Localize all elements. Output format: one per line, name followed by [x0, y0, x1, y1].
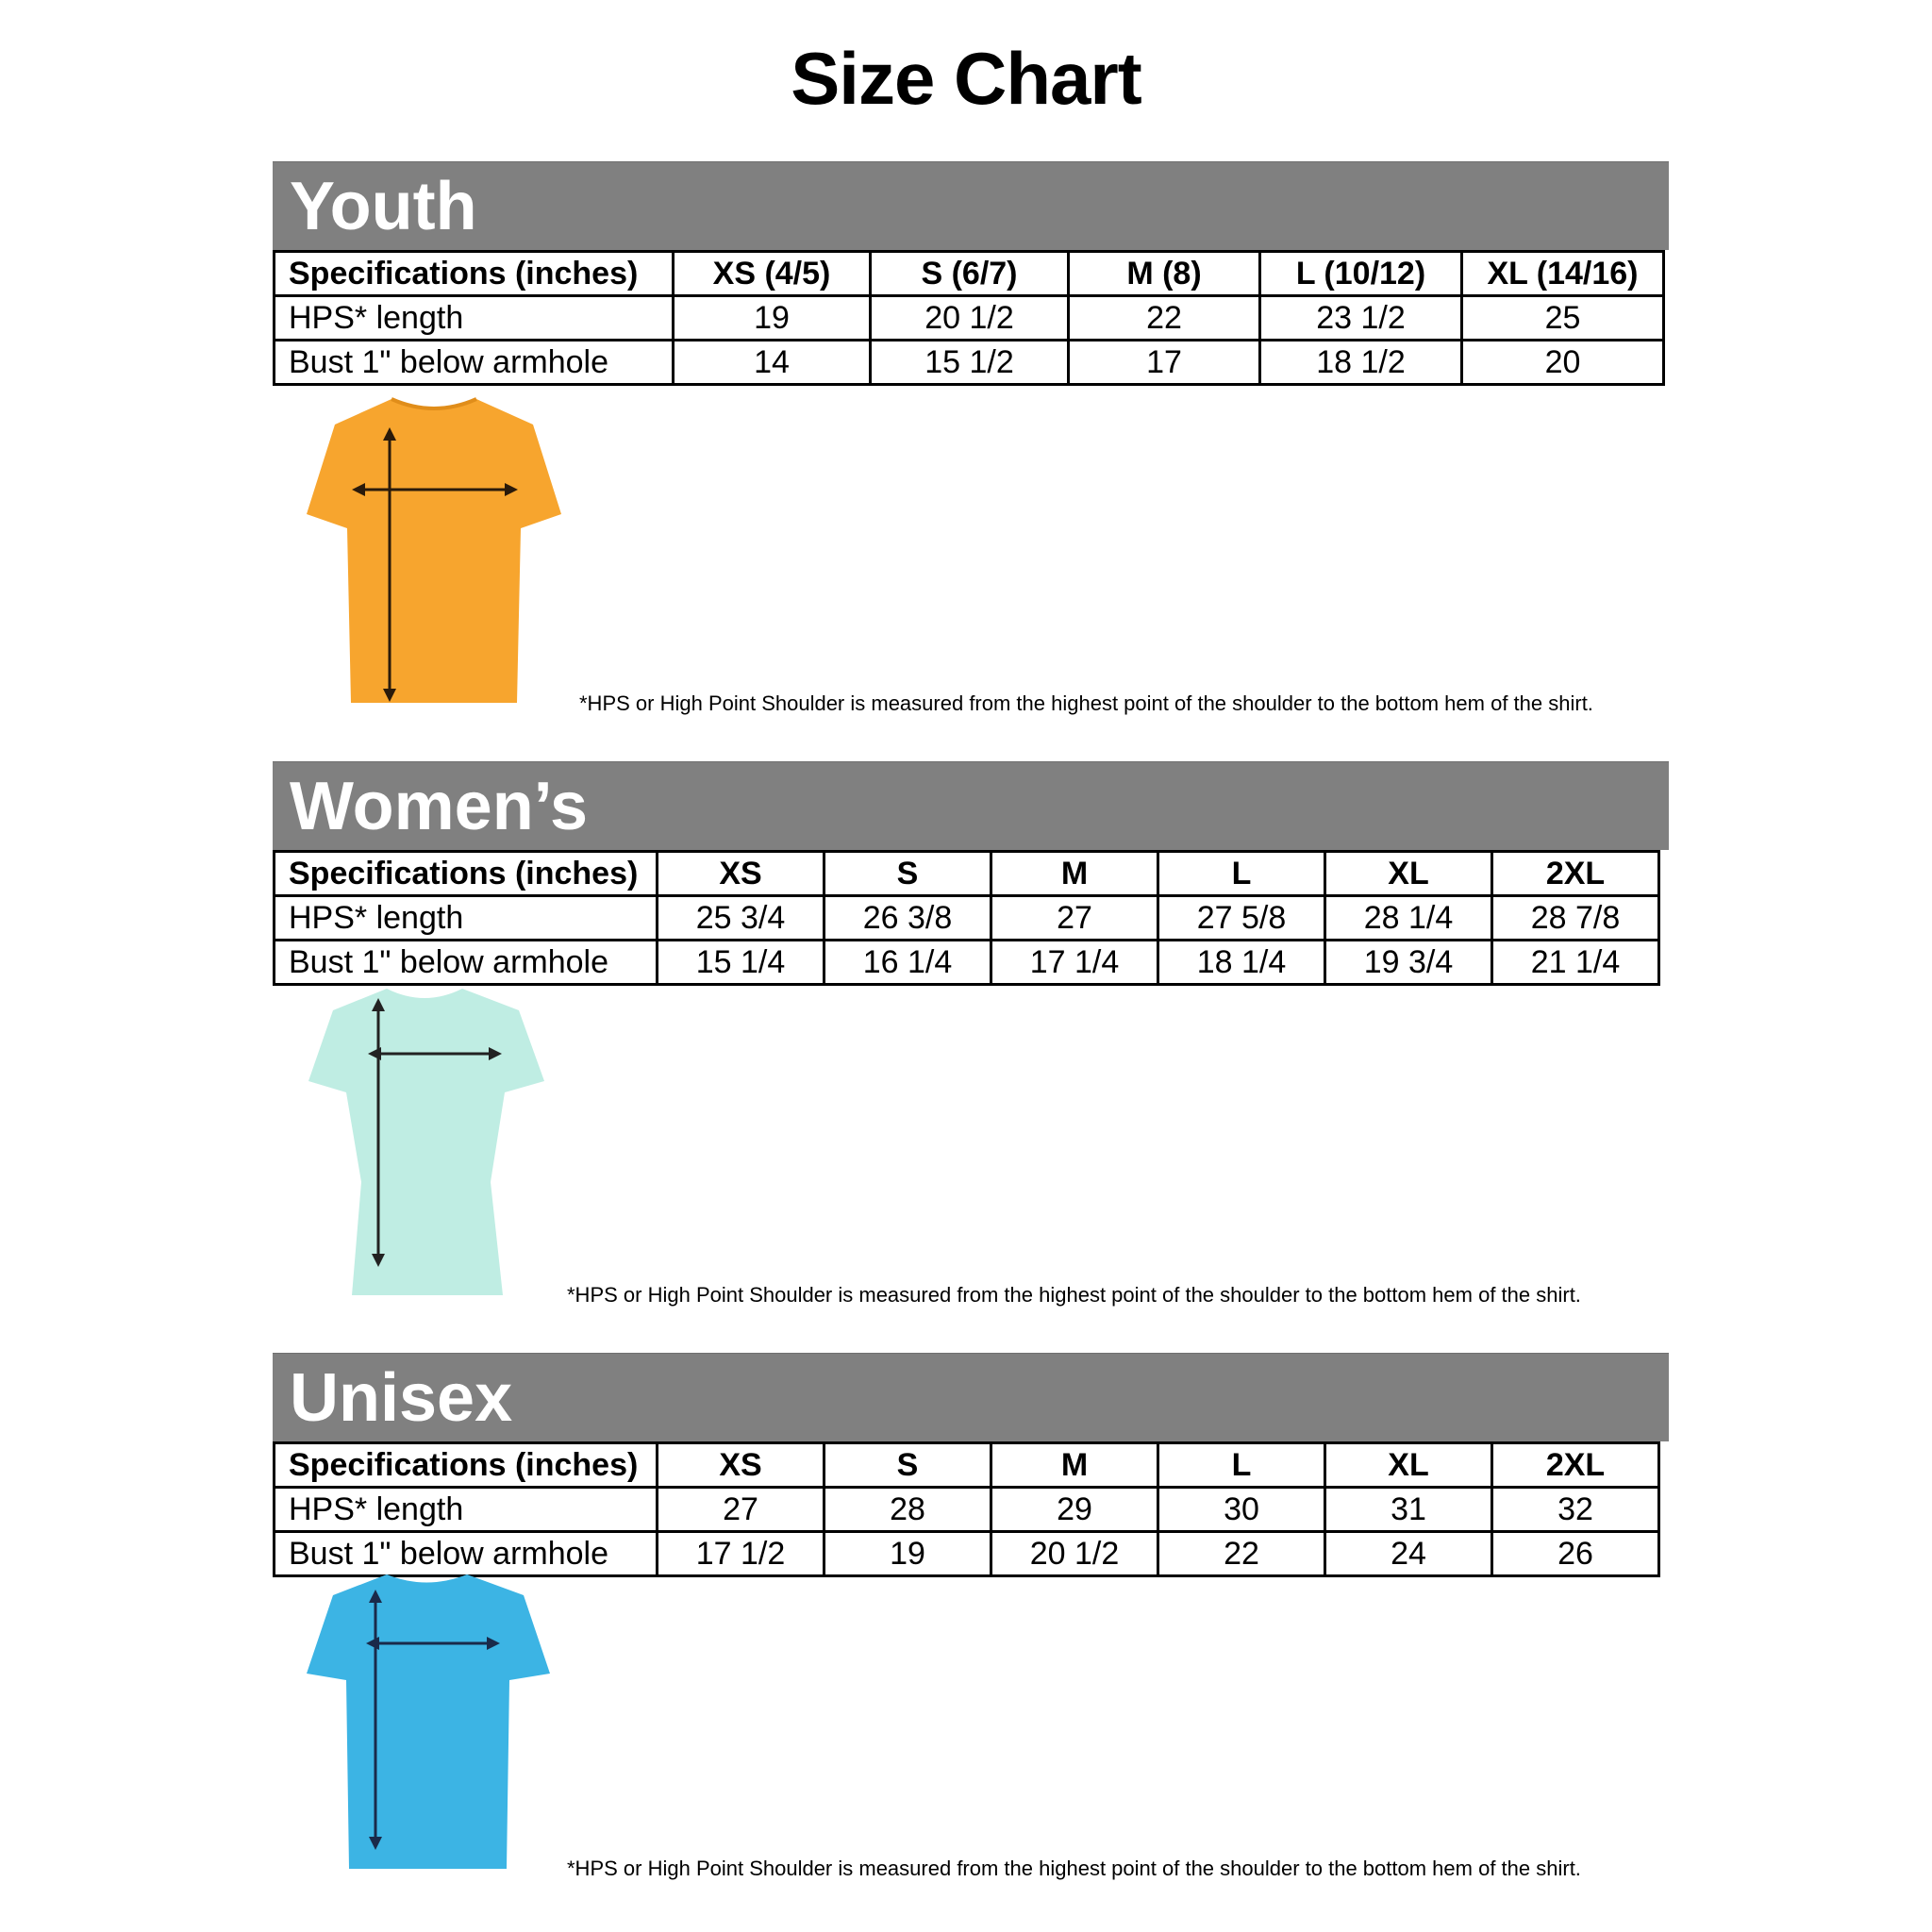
header-cell: 2XL [1492, 852, 1659, 896]
table-cell: 15 1/2 [871, 341, 1069, 385]
row-label: HPS* length [275, 896, 658, 941]
header-cell: 2XL [1492, 1443, 1659, 1488]
table-cell: 26 [1492, 1532, 1659, 1576]
table-cell: 17 1/2 [658, 1532, 824, 1576]
table-cell: 27 5/8 [1158, 896, 1325, 941]
row-label: HPS* length [275, 1488, 658, 1532]
youth-section [273, 161, 1669, 386]
header-cell: M [991, 852, 1158, 896]
row-label: Bust 1" below armhole [275, 341, 674, 385]
header-cell: Specifications (inches) [275, 252, 674, 296]
row-label: HPS* length [275, 296, 674, 341]
youth-size-table [273, 250, 1665, 386]
table-row [275, 896, 1659, 941]
table-cell: 24 [1325, 1532, 1492, 1576]
header-cell: Specifications (inches) [275, 852, 658, 896]
header-cell: XL [1325, 852, 1492, 896]
unisex-section [273, 1353, 1669, 1577]
hps-footnote: *HPS or High Point Shoulder is measured from the highest point of the shoulder to the bottom hem of the shirt. [567, 1283, 1581, 1307]
table-cell: 21 1/4 [1492, 941, 1659, 985]
row-label: Bust 1" below armhole [275, 941, 658, 985]
table-cell: 20 [1462, 341, 1664, 385]
table-cell: 20 1/2 [871, 296, 1069, 341]
womens-tshirt-diagram-icon [297, 984, 552, 1305]
table-cell: 25 3/4 [658, 896, 824, 941]
table-header-row [275, 852, 1659, 896]
unisex-size-table [273, 1441, 1660, 1577]
header-cell: XS (4/5) [674, 252, 871, 296]
header-cell: M (8) [1069, 252, 1260, 296]
header-cell: XL [1325, 1443, 1492, 1488]
table-cell: 28 1/4 [1325, 896, 1492, 941]
womens-size-table [273, 850, 1660, 986]
womens-section [273, 761, 1669, 986]
table-row [275, 941, 1659, 985]
table-cell: 23 1/2 [1260, 296, 1462, 341]
hps-footnote: *HPS or High Point Shoulder is measured from the highest point of the shoulder to the bottom hem of the shirt. [579, 691, 1593, 715]
table-row [275, 341, 1664, 385]
table-row [275, 1488, 1659, 1532]
table-cell: 19 [824, 1532, 991, 1576]
table-cell: 32 [1492, 1488, 1659, 1532]
table-cell: 31 [1325, 1488, 1492, 1532]
table-cell: 27 [658, 1488, 824, 1532]
header-cell: L [1158, 852, 1325, 896]
header-cell: S [824, 852, 991, 896]
table-cell: 17 [1069, 341, 1260, 385]
header-cell: Specifications (inches) [275, 1443, 658, 1488]
table-cell: 19 [674, 296, 871, 341]
table-cell: 17 1/4 [991, 941, 1158, 985]
table-cell: 16 1/4 [824, 941, 991, 985]
table-cell: 20 1/2 [991, 1532, 1158, 1576]
table-cell: 15 1/4 [658, 941, 824, 985]
table-cell: 19 3/4 [1325, 941, 1492, 985]
table-header-row [275, 252, 1664, 296]
header-cell: XL (14/16) [1462, 252, 1664, 296]
table-cell: 22 [1158, 1532, 1325, 1576]
table-cell: 28 [824, 1488, 991, 1532]
section-banner-unisex: Unisex [273, 1353, 1669, 1441]
unisex-tshirt-diagram-icon [297, 1572, 557, 1883]
section-banner-womens: Women’s [273, 761, 1669, 850]
table-cell: 27 [991, 896, 1158, 941]
table-cell: 22 [1069, 296, 1260, 341]
header-cell: L (10/12) [1260, 252, 1462, 296]
page-title: Size Chart [791, 37, 1141, 120]
row-label: Bust 1" below armhole [275, 1532, 658, 1576]
table-cell: 18 1/4 [1158, 941, 1325, 985]
header-cell: XS [658, 1443, 824, 1488]
header-cell: M [991, 1443, 1158, 1488]
table-header-row [275, 1443, 1659, 1488]
table-cell: 28 7/8 [1492, 896, 1659, 941]
header-cell: XS [658, 852, 824, 896]
hps-footnote: *HPS or High Point Shoulder is measured from the highest point of the shoulder to the bottom hem of the shirt. [567, 1857, 1581, 1880]
table-row [275, 1532, 1659, 1576]
header-cell: S [824, 1443, 991, 1488]
table-cell: 14 [674, 341, 871, 385]
header-cell: L [1158, 1443, 1325, 1488]
youth-tshirt-diagram-icon [302, 391, 566, 712]
table-cell: 25 [1462, 296, 1664, 341]
table-cell: 26 3/8 [824, 896, 991, 941]
table-row [275, 296, 1664, 341]
header-cell: S (6/7) [871, 252, 1069, 296]
table-cell: 18 1/2 [1260, 341, 1462, 385]
section-banner-youth: Youth [273, 161, 1669, 250]
table-cell: 29 [991, 1488, 1158, 1532]
table-cell: 30 [1158, 1488, 1325, 1532]
